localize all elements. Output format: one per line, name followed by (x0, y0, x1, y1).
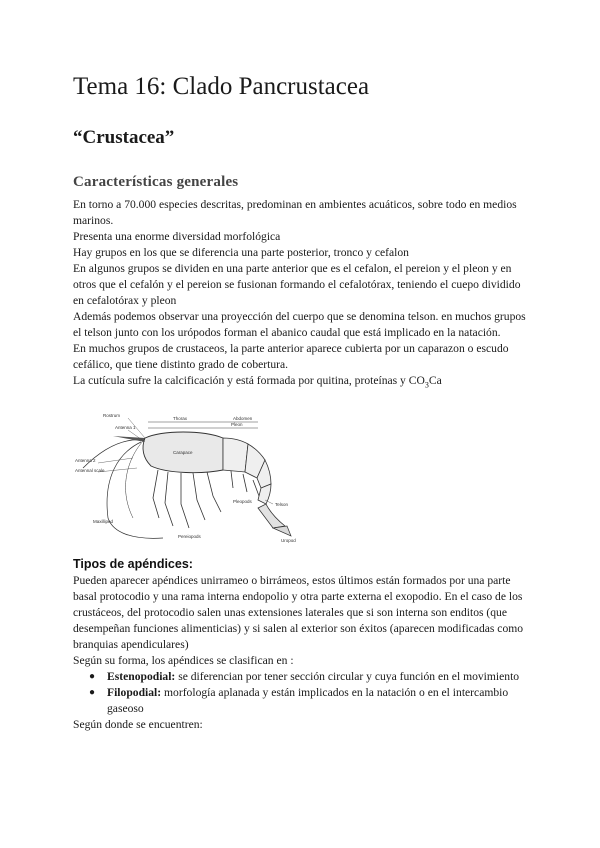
list-item (73, 669, 528, 685)
list-term: Estenopodial: (107, 670, 176, 683)
paragraph: En torno a 70.000 especies descritas, predominan en ambientes acuáticos, sobre todo en medios marinos. (73, 198, 517, 227)
general-characteristics-text (73, 197, 528, 393)
list-text: se diferencian por tener sección circular y cuya función en el movimiento (175, 670, 520, 683)
figure-label: Pleon (231, 422, 243, 427)
bullet-icon: ● (89, 671, 96, 682)
paragraph: Según su forma, los apéndices se clasifican en : (73, 654, 294, 667)
paragraph: En muchos grupos de crustaceos, la parte anterior aparece cubierta por un caparazon o escudo cefálico, que tiene distinto grado de cobertura. (73, 342, 509, 371)
paragraph: Según donde se encuentren: (73, 718, 203, 731)
figure-label: Rostrum (103, 413, 121, 418)
subscript: 3 (424, 380, 429, 390)
figure-label: Pleopods (233, 499, 252, 504)
figure-label: Carapace (173, 450, 193, 455)
paragraph: Además podemos observar una proyección del cuerpo que se denomina telson. en muchos grupos el telson junto con los urópodos forman el abanico caudal que está implicado en la natación. (73, 310, 526, 339)
cuticle-text: La cutícula sufre la calcificación y está formada por quitina, proteínas y CO (73, 374, 425, 387)
figure-label: Antennal scale (75, 468, 105, 473)
page-title: Tema 16: Clado Pancrustacea (73, 73, 370, 100)
figure-label: Uropod (281, 538, 296, 543)
figure-label: Antenna 1 (115, 425, 136, 430)
paragraph: Presenta una enorme diversidad morfológica (73, 230, 281, 243)
figure-label: Telson (275, 502, 289, 507)
subsection-title: Características generales (73, 174, 239, 190)
paragraph: Hay grupos en los que se diferencia una parte posterior, tronco y cefalon (73, 246, 409, 259)
figure-label: Abdomen (233, 416, 253, 421)
list-term: Filopodial: (107, 686, 162, 699)
figure-label: Thorax (173, 416, 188, 421)
paragraph: Pueden aparecer apéndices unirrameo o birrámeos, estos últimos están formados por una parte basal protocodio y una rama interna endopolio y otra parte externa el exopodio. En el caso de los crustáceos, del protocodio salen unas extensiones laterales que si son interna son enditos (que desempeñan funciones alimenticias) y si salen al exterior son éxitos (aparecen modificadas como branquias apendiculares) (73, 574, 524, 651)
appendix-text (73, 573, 528, 733)
figure-label: Pereiopods (178, 534, 201, 539)
cuticle-end: Ca (428, 374, 442, 387)
bullet-icon: ● (89, 687, 96, 698)
figure-label: Antenna 2 (75, 458, 96, 463)
paragraph-cuticle (73, 373, 528, 393)
figure-label: Maxilliped (93, 519, 114, 524)
list-item (73, 685, 528, 717)
list-text: morfología aplanada y están implicados en la natación o en el intercambio gaseoso (107, 686, 509, 715)
section-title: “Crustacea” (73, 127, 175, 148)
crustacean-anatomy-figure (73, 408, 298, 543)
paragraph: En algunos grupos se dividen en una parte anterior que es el cefalon, el pereion y el pleon y en otros que el cefalón y el pereion se fusionan formando el cefalotórax, teniendo el cuepo dividido en cefalotórax y pleon (73, 262, 521, 307)
appendix-types-heading: Tipos de apéndices: (73, 557, 193, 571)
appendix-form-list (73, 669, 528, 717)
